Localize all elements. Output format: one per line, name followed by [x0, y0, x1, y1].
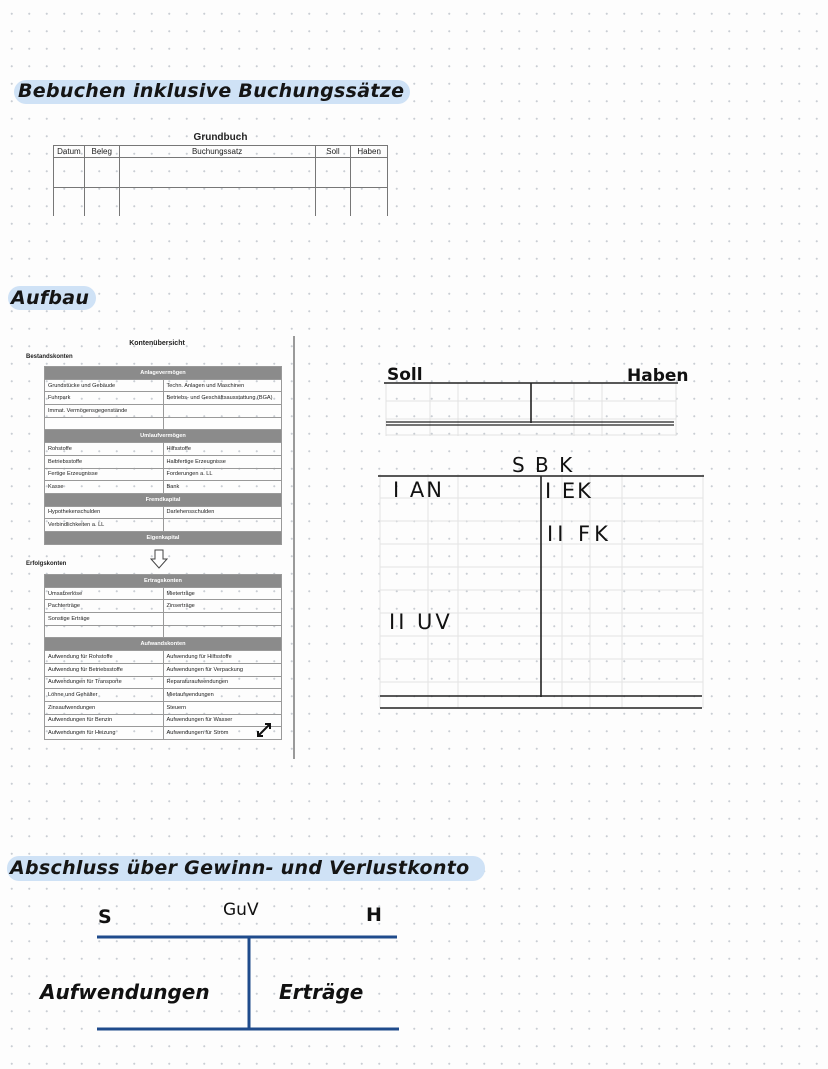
fremdkapital-header: Fremdkapital — [45, 493, 282, 506]
aufwandskonten-header: Aufwandskonten — [45, 638, 282, 651]
table-row: Zinsaufwendungen Steuern — [45, 701, 282, 714]
table-row: Aufwendungen für Transporte Reparaturaufwendungen — [45, 676, 282, 689]
table-row: Hypothekenschulden Darlehensschulden — [45, 506, 282, 519]
erfolgskonten-table — [44, 574, 282, 740]
down-arrow-icon — [150, 549, 168, 569]
table-row: Pachterträge Zinserträge — [45, 600, 282, 613]
erfolgskonten-label: Erfolgskonten — [26, 561, 67, 567]
table-row: Aufwendung für Betriebsstoffe Aufwendungen für Verpackung — [45, 663, 282, 676]
kontenuebersicht-image — [26, 336, 288, 756]
table-row: Aufwendungen für Benzin Aufwendungen für Wasser — [45, 714, 282, 727]
table-row: Kasse Bank — [45, 481, 282, 494]
kontenuebersicht-title: Kontenübersicht — [129, 340, 185, 347]
sbk-eigenkapital: I EK — [545, 479, 593, 503]
haben-label: Haben — [627, 366, 689, 386]
table-row: Verbindlichkeiten a. LL — [45, 519, 282, 532]
table-row: Aufwendungen für Heizung Aufwendungen für Strom — [45, 727, 282, 740]
guv-title: GuV — [223, 900, 259, 920]
table-row: Umsatzerlöse Mieterträge — [45, 587, 282, 600]
table-row: Aufwendung für Rohstoffe Aufwendung für Hilfsstoffe — [45, 651, 282, 664]
grundbuch-title: Grundbuch — [193, 132, 248, 143]
section-heading-abschluss: Abschluss über Gewinn- und Verlustkonto — [10, 857, 470, 879]
section-heading-buchen: Bebuchen inklusive Buchungssätze — [18, 80, 405, 102]
table-row — [45, 417, 282, 430]
col-haben: Haben — [351, 146, 388, 158]
col-soll: Soll — [315, 146, 351, 158]
table-row — [54, 188, 388, 216]
section-heading-aufbau: Aufbau — [11, 287, 90, 309]
table-row: Immat. Vermögensgegenstände — [45, 405, 282, 418]
table-row — [54, 158, 388, 188]
table-row — [45, 625, 282, 638]
soll-label: Soll — [387, 365, 423, 385]
guv-aufwendungen: Aufwendungen — [40, 980, 210, 1004]
table-row: Fertige Erzeugnisse Forderungen a. LL — [45, 468, 282, 481]
col-beleg: Beleg — [84, 146, 119, 158]
table-row: Fuhrpark Betriebs- und Geschäftsausstattung (BGA) — [45, 392, 282, 405]
eigenkapital-header: Eigenkapital — [45, 531, 282, 544]
col-buchungssatz: Buchungssatz — [119, 146, 315, 158]
table-row: Betriebsstoffe Halbfertige Erzeugnisse — [45, 455, 282, 468]
table-row: Grundstücke und Gebäude Techn. Anlagen und Maschinen — [45, 379, 282, 392]
guv-soll-label: S — [98, 906, 112, 928]
sbk-umlaufvermoegen: II UV — [389, 610, 453, 634]
umlaufvermoegen-header: Umlaufvermögen — [45, 430, 282, 443]
sbk-title: S B K — [512, 453, 575, 477]
bestandskonten-label: Bestandskonten — [26, 354, 73, 360]
sbk-fremdkapital: II FK — [547, 522, 612, 546]
expand-icon[interactable] — [256, 722, 272, 738]
divider — [293, 336, 295, 759]
table-row: Löhne und Gehälter Mietaufwendungen — [45, 689, 282, 702]
col-datum: Datum — [54, 146, 85, 158]
sbk-t-konto — [378, 474, 706, 712]
anlagevermoegen-header: Anlagevermögen — [45, 367, 282, 380]
table-row: Rohstoffe Hilfsstoffe — [45, 443, 282, 456]
grundbuch-table — [53, 131, 388, 217]
guv-ertraege: Erträge — [279, 980, 364, 1004]
guv-haben-label: H — [366, 904, 382, 926]
ertragskonten-header: Ertragskonten — [45, 575, 282, 588]
table-row: Sonstige Erträge — [45, 613, 282, 626]
sbk-anlagevermoegen: I AN — [393, 478, 444, 502]
bestandskonten-table — [44, 366, 282, 545]
